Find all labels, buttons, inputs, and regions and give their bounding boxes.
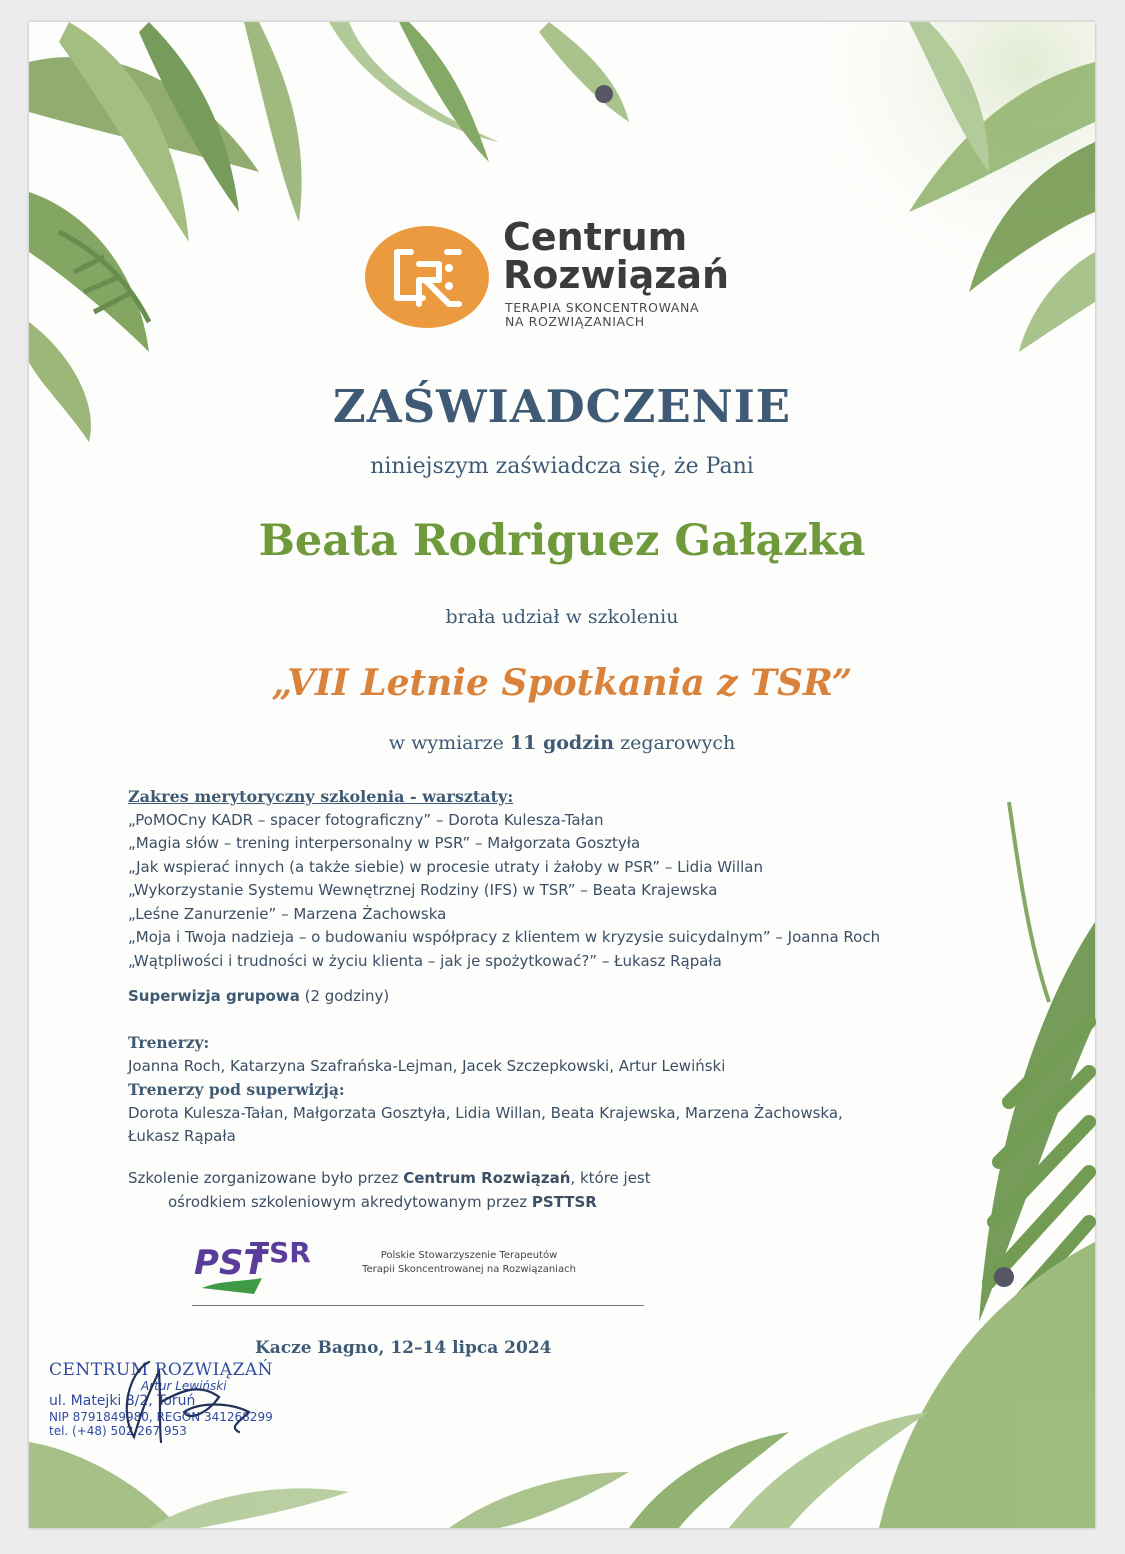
- centrum-rozwiazan-logo-icon: [363, 224, 491, 330]
- stamp-line5: tel. (+48) 502 267 953: [49, 1424, 187, 1438]
- workshops-header: Zakres merytoryczny szkolenia - warsztaty:: [128, 787, 514, 806]
- organizer-line1: [128, 1167, 651, 1191]
- stamp-line1: CENTRUM ROZWIĄZAŃ: [49, 1360, 274, 1380]
- bottom-left-leaves: [29, 1442, 349, 1528]
- logo-title-line2: Rozwiązań: [503, 253, 730, 297]
- workshop-item: „Magia słów – trening interpersonalny w PSR” – Małgorzata Gosztyła: [128, 834, 641, 852]
- accreditation-prefix: ośrodkiem szkoleniowym akredytowanym przez: [168, 1193, 528, 1211]
- psttsr-name-line1: Polskie Stowarzyszenie Terapeutów: [380, 1250, 558, 1261]
- workshop-item: „Moja i Twoja nadzieja – o budowaniu współpracy z klientem w kryzysie suicydalnym” – Joanna Roch: [128, 928, 881, 946]
- organizer-suffix: , które jest: [570, 1169, 651, 1187]
- workshop-item: „Jak wspierać innych (a także siebie) w procesie utraty i żałoby w PSR” – Lidia Willan: [128, 857, 763, 876]
- duration-hours: 11 godzin: [509, 732, 615, 754]
- workshop-item: „Wątpliwości i trudności w życiu klienta – jak je spożytkować?” – Łukasz Rąpała: [128, 951, 722, 970]
- workshop-item: „Leśne Zanurzenie” – Marzena Żachowska: [128, 904, 447, 923]
- certificate-title: ZAŚWIADCZENIE: [332, 380, 792, 433]
- logo-subtitle-line1: TERAPIA SKONCENTROWANA: [505, 300, 700, 315]
- training-title: „VII Letnie Spotkania z TSR”: [271, 662, 853, 704]
- certificate-sheet: [29, 22, 1095, 1528]
- signature-rule: [192, 1305, 644, 1306]
- logo-title-line1: Centrum: [503, 215, 688, 259]
- duration-text: [29, 732, 1095, 754]
- trainers-header: Trenerzy:: [128, 1033, 210, 1052]
- supervision-hours: (2 godziny): [304, 987, 390, 1005]
- stamp-line4: NIP 8791849980, REGON 341268299: [49, 1410, 273, 1424]
- supervised-trainers-line2: Łukasz Rąpała: [128, 1127, 236, 1145]
- organizer-line2: [168, 1191, 597, 1215]
- supervision-line: [128, 985, 389, 1009]
- duration-prefix: w wymiarze: [388, 732, 504, 754]
- supervised-trainers-line1: Dorota Kulesza-Tałan, Małgorzata Gosztyła, Lidia Willan, Beata Krajewska, Marzena Żachowska,: [128, 1103, 843, 1122]
- workshops-section: [128, 785, 1078, 973]
- supervised-trainers-header: Trenerzy pod superwizją:: [128, 1080, 345, 1099]
- organizer-prefix: Szkolenie zorganizowane było przez: [128, 1169, 399, 1187]
- intro-text: niniejszym zaświadcza się, że Pani: [370, 454, 754, 479]
- stamp-line2: Artur Lewiński: [141, 1379, 227, 1393]
- supervision-label: Superwizja grupowa: [128, 987, 300, 1005]
- workshop-item: „Wykorzystanie Systemu Wewnętrznej Rodziny (IFS) w TSR” – Beata Krajewska: [128, 881, 718, 899]
- psttsr-logo-left: PST: [194, 1243, 267, 1283]
- signature-icon: [89, 1342, 289, 1452]
- participation-text: brała udział w szkoleniu: [445, 606, 679, 628]
- duration-suffix: zegarowych: [620, 732, 736, 754]
- psttsr-name-line2: Terapii Skoncentrowanej na Rozwiązaniach: [362, 1264, 576, 1275]
- trainers-section: [128, 1031, 1028, 1149]
- stamp-line3: ul. Matejki 8/2, Toruń: [49, 1393, 196, 1409]
- recipient-name: Beata Rodriguez Gałązka: [258, 516, 866, 566]
- logo-subtitle-line2: NA ROZWIĄZANIACH: [505, 314, 645, 329]
- psttsr-full-name: [329, 1249, 609, 1277]
- organizer-name: Centrum Rozwiązań: [403, 1169, 571, 1187]
- accreditation-body: PSTTSR: [531, 1193, 597, 1211]
- workshop-item: „PoMOCny KADR – spacer fotograficzny” – Dorota Kulesza-Tałan: [128, 810, 604, 829]
- place-and-date: Kacze Bagno, 12–14 lipca 2024: [255, 1338, 552, 1358]
- psttsr-logo-icon: [192, 1222, 311, 1302]
- trainers-list: Joanna Roch, Katarzyna Szafrańska-Lejman, Jacek Szczepkowski, Artur Lewiński: [128, 1056, 726, 1075]
- psttsr-logo-right: TSR: [250, 1236, 311, 1269]
